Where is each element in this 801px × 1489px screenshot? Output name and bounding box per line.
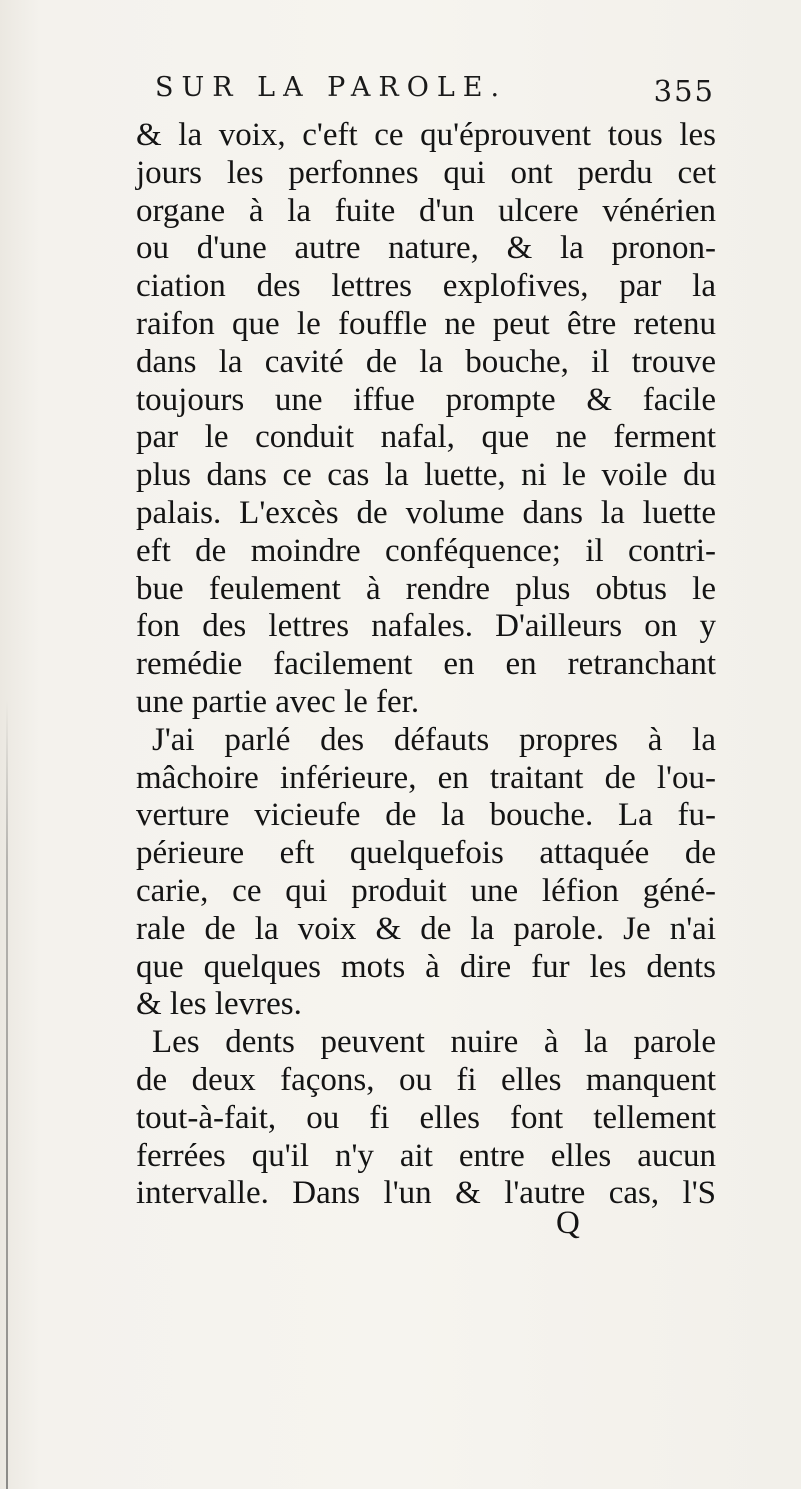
text-line: dans la cavité de la bouche, il trouve [136, 343, 716, 380]
page-number: 355 [653, 74, 715, 108]
text-line: intervalle. Dans l'un & l'autre cas, l'S [136, 1175, 716, 1212]
text-line: carie, ce qui produit une léfion géné- [136, 872, 716, 909]
text-line: une partie avec le fer. [136, 683, 420, 720]
catchword: Q [556, 1205, 580, 1241]
text-line: jours les perfonnes qui ont perdu cet [136, 154, 716, 191]
text-line: par le conduit nafal, que ne ferment [136, 419, 716, 456]
text-line: & les levres. [136, 986, 302, 1023]
text-line: ferrées qu'il n'y ait entre elles aucun [136, 1137, 716, 1174]
text-line: verture vicieufe de la bouche. La fu- [136, 797, 716, 834]
text-line: plus dans ce cas la luette, ni le voile du [136, 457, 716, 494]
page-edge-shadow [6, 700, 8, 1489]
text-line: Les dents peuvent nuire à la parole [152, 1024, 716, 1061]
page-header [155, 72, 715, 116]
text-line: de deux façons, ou fi elles manquent [136, 1061, 716, 1098]
text-line: J'ai parlé des défauts propres à la [152, 721, 716, 758]
text-line: que quelques mots à dire fur les dents [136, 948, 716, 985]
text-line: fon des lettres nafales. D'ailleurs on y [136, 608, 716, 645]
text-line: ou d'une autre nature, & la pronon- [136, 230, 716, 267]
text-line: remédie facilement en en retranchant [136, 646, 716, 683]
text-line: tout-à-fait, ou fi elles font tellement [136, 1099, 716, 1136]
text-line: périeure eft quelquefois attaquée de [136, 835, 716, 872]
text-line: bue feulement à rendre plus obtus le [136, 570, 716, 607]
text-line: organe à la fuite d'un ulcere vénérien [136, 192, 716, 229]
text-line: raifon que le fouffle ne peut être retenu [136, 305, 716, 342]
body-text [136, 117, 716, 1213]
text-line: & la voix, c'eft ce qu'éprouvent tous les [136, 117, 716, 153]
text-line: toujours une iffue prompte & facile [136, 381, 716, 418]
text-line: rale de la voix & de la parole. Je n'ai [136, 910, 716, 947]
text-line: eft de moindre conféquence; il contri- [136, 532, 716, 569]
running-title: SUR LA PAROLE. [155, 72, 508, 103]
text-line: mâchoire inférieure, en traitant de l'ou- [136, 759, 716, 796]
text-line: ciation des lettres explofives, par la [136, 268, 716, 305]
text-line: palais. L'excès de volume dans la luette [136, 494, 716, 531]
